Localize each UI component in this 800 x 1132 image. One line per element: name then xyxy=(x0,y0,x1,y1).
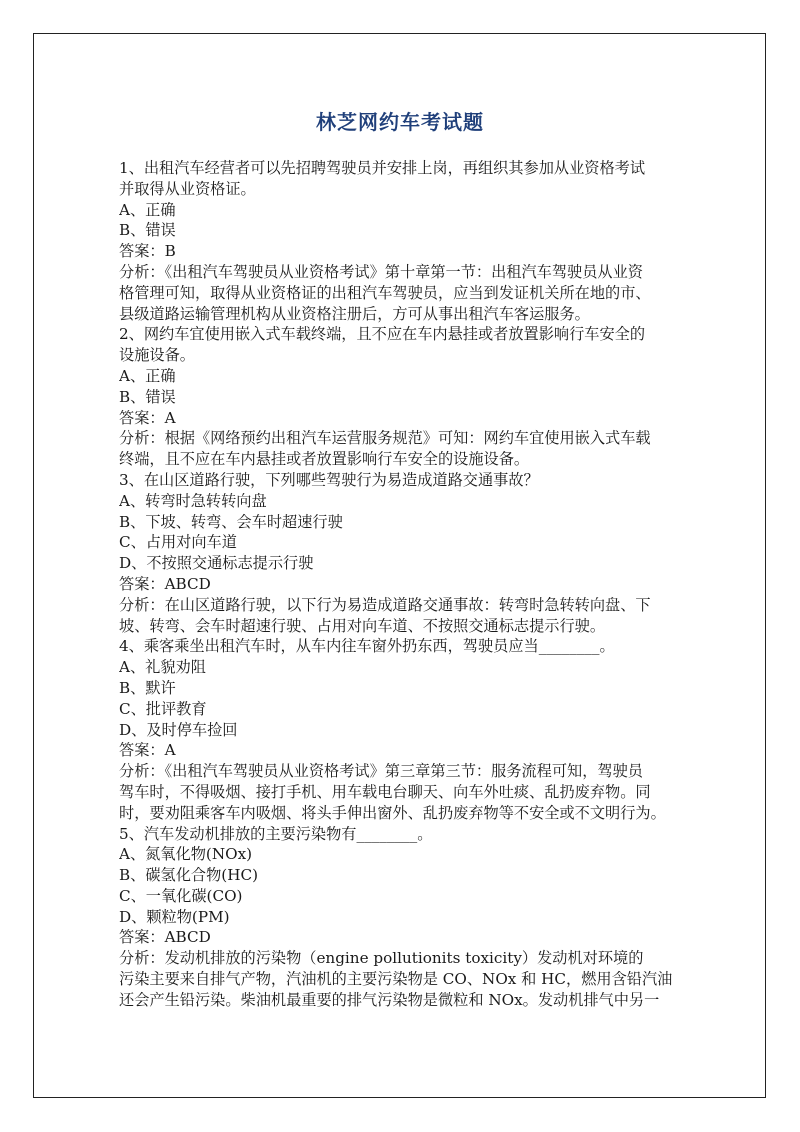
text-line: B、碳氢化合物(HC) xyxy=(119,866,259,885)
text-line: A、礼貌劝阻 xyxy=(119,658,206,677)
text-line: 答案：A xyxy=(119,741,176,760)
text-line: 3、在山区道路行驶，下列哪些驾驶行为易造成道路交通事故？ xyxy=(119,470,539,489)
document-body xyxy=(119,158,685,1011)
text-line: 分析：在山区道路行驶，以下行为易造成道路交通事故：转弯时急转转向盘、下 xyxy=(119,595,651,614)
text-line: B、下坡、转弯、会车时超速行驶 xyxy=(119,512,343,531)
text-line: 5、汽车发动机排放的主要污染物有________。 xyxy=(119,824,433,843)
text-line: 答案：A xyxy=(119,408,176,427)
text-line: 设施设备。 xyxy=(119,346,195,365)
text-line: 分析：根据《网络预约出租汽车运营服务规范》可知：网约车宜使用嵌入式车载 xyxy=(119,429,651,448)
text-line: D、颗粒物(PM) xyxy=(119,907,230,926)
text-line: 分析：《出租汽车驾驶员从业资格考试》第三章第三节：服务流程可知，驾驶员 xyxy=(119,762,643,781)
text-line: 还会产生铅污染。柴油机最重要的排气污染物是微粒和 NOx。发动机排气中另一 xyxy=(119,990,660,1009)
text-line: B、默许 xyxy=(119,678,176,697)
text-line: D、及时停车捡回 xyxy=(119,720,238,739)
text-line: 格管理可知，取得从业资格证的出租汽车驾驶员，应当到发证机关所在地的市、 xyxy=(119,283,651,302)
text-line: 1、出租汽车经营者可以先招聘驾驶员并安排上岗，再组织其参加从业资格考试 xyxy=(119,159,646,177)
text-line: A、氮氧化物(NOx) xyxy=(119,845,253,864)
text-line: A、转弯时急转转向盘 xyxy=(119,491,267,510)
text-line: 4、乘客乘坐出租汽车时，从车内往车窗外扔东西，驾驶员应当________。 xyxy=(119,637,615,656)
text-line: C、批评教育 xyxy=(119,699,207,718)
text-line: C、一氧化碳(CO) xyxy=(119,886,243,905)
document-title: 林芝网约车考试题 xyxy=(316,110,484,134)
text-line: 县级道路运输管理机构从业资格注册后，方可从事出租汽车客运服务。 xyxy=(119,304,590,323)
text-line: 终端，且不应在车内悬挂或者放置影响行车安全的设施设备。 xyxy=(119,450,530,469)
text-line: A、正确 xyxy=(119,200,176,219)
text-line: 坡、转弯、会车时超速行驶、占用对向车道、不按照交通标志提示行驶。 xyxy=(119,616,605,635)
text-line: 答案：ABCD xyxy=(119,574,211,593)
text-line: 污染主要来自排气产物，汽油机的主要污染物是 CO、NOx 和 HC，燃用含铅汽油 xyxy=(119,970,673,989)
text-line: 并取得从业资格证。 xyxy=(119,179,256,198)
text-line: A、正确 xyxy=(119,366,176,385)
text-line: B、错误 xyxy=(119,221,176,240)
text-line: 2、网约车宜使用嵌入式车载终端，且不应在车内悬挂或者放置影响行车安全的 xyxy=(119,325,646,344)
text-line: 分析：《出租汽车驾驶员从业资格考试》第十章第一节：出租汽车驾驶员从业资 xyxy=(119,262,643,281)
text-line: 答案：B xyxy=(119,242,176,261)
text-line: C、占用对向车道 xyxy=(119,533,237,552)
text-line: 时，要劝阻乘客车内吸烟、将头手伸出窗外、乱扔废弃物等不安全或不文明行为。 xyxy=(119,803,666,822)
text-line: 驾车时，不得吸烟、接打手机、用车载电台聊天、向车外吐痰、乱扔废弃物。同 xyxy=(119,782,651,801)
text-line: 答案：ABCD xyxy=(119,928,211,947)
text-line: D、不按照交通标志提示行驶 xyxy=(119,554,314,573)
text-line: 分析：发动机排放的污染物（engine pollutionits toxicity）发动机对环境的 xyxy=(119,949,644,968)
text-line: B、错误 xyxy=(119,387,176,406)
